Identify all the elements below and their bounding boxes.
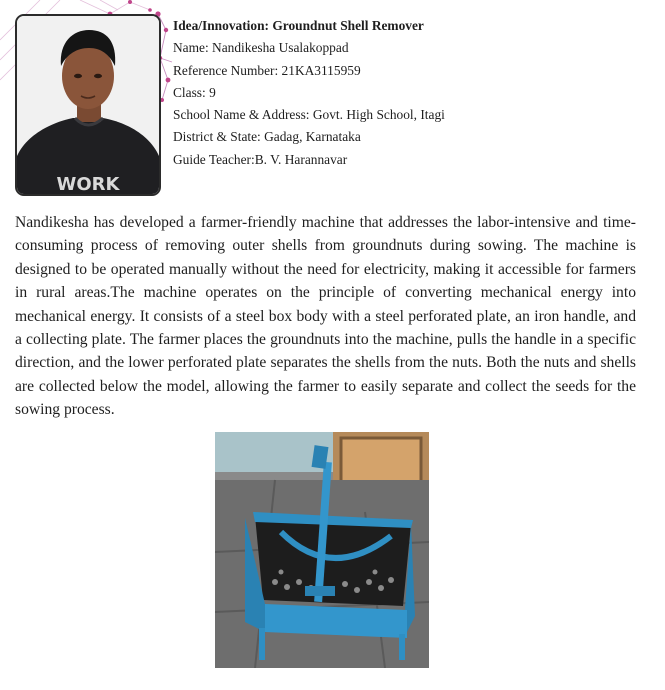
guide-teacher: Guide Teacher:B. V. Harannavar [173, 151, 348, 167]
student-class: Class: 9 [173, 84, 216, 100]
school-address: School Name & Address: Govt. High School, Itagi [173, 107, 445, 123]
student-portrait-illustration [17, 16, 159, 194]
machine-photo [215, 432, 429, 668]
reference-number: Reference Number: 21KA3115959 [173, 62, 361, 78]
groundnut-shell-remover-illustration [215, 432, 429, 668]
district-state: District & State: Gadag, Karnataka [173, 129, 361, 145]
profile-details [173, 15, 445, 171]
shirt-print: WORK [56, 174, 120, 194]
innovation-title: Idea/Innovation: Groundnut Shell Remover [173, 18, 424, 33]
student-photo [15, 14, 161, 196]
innovation-description: Nandikesha has developed a farmer-friendly machine that addresses the labor-intensive and time-consuming process of removing outer shells from groundnuts during sowing. The machine is designed to be operated manually without the need for electricity, making it accessible for farmers in rural areas.The machine operates on the principle of converting mechanical energy into mechanical energy. It consists of a steel box body with a steel perforated plate, an iron handle, and a collecting plate. The farmer places the groundnuts into the machine, pulls the handle in a specific direction, and the lower perforated plate separates the shells from the nuts. Both the nuts and shells are collected below the model, allowing the farmer to easily separate and collect the seeds for the sowing process. [15, 214, 636, 419]
student-name: Name: Nandikesha Usalakoppad [173, 40, 349, 56]
